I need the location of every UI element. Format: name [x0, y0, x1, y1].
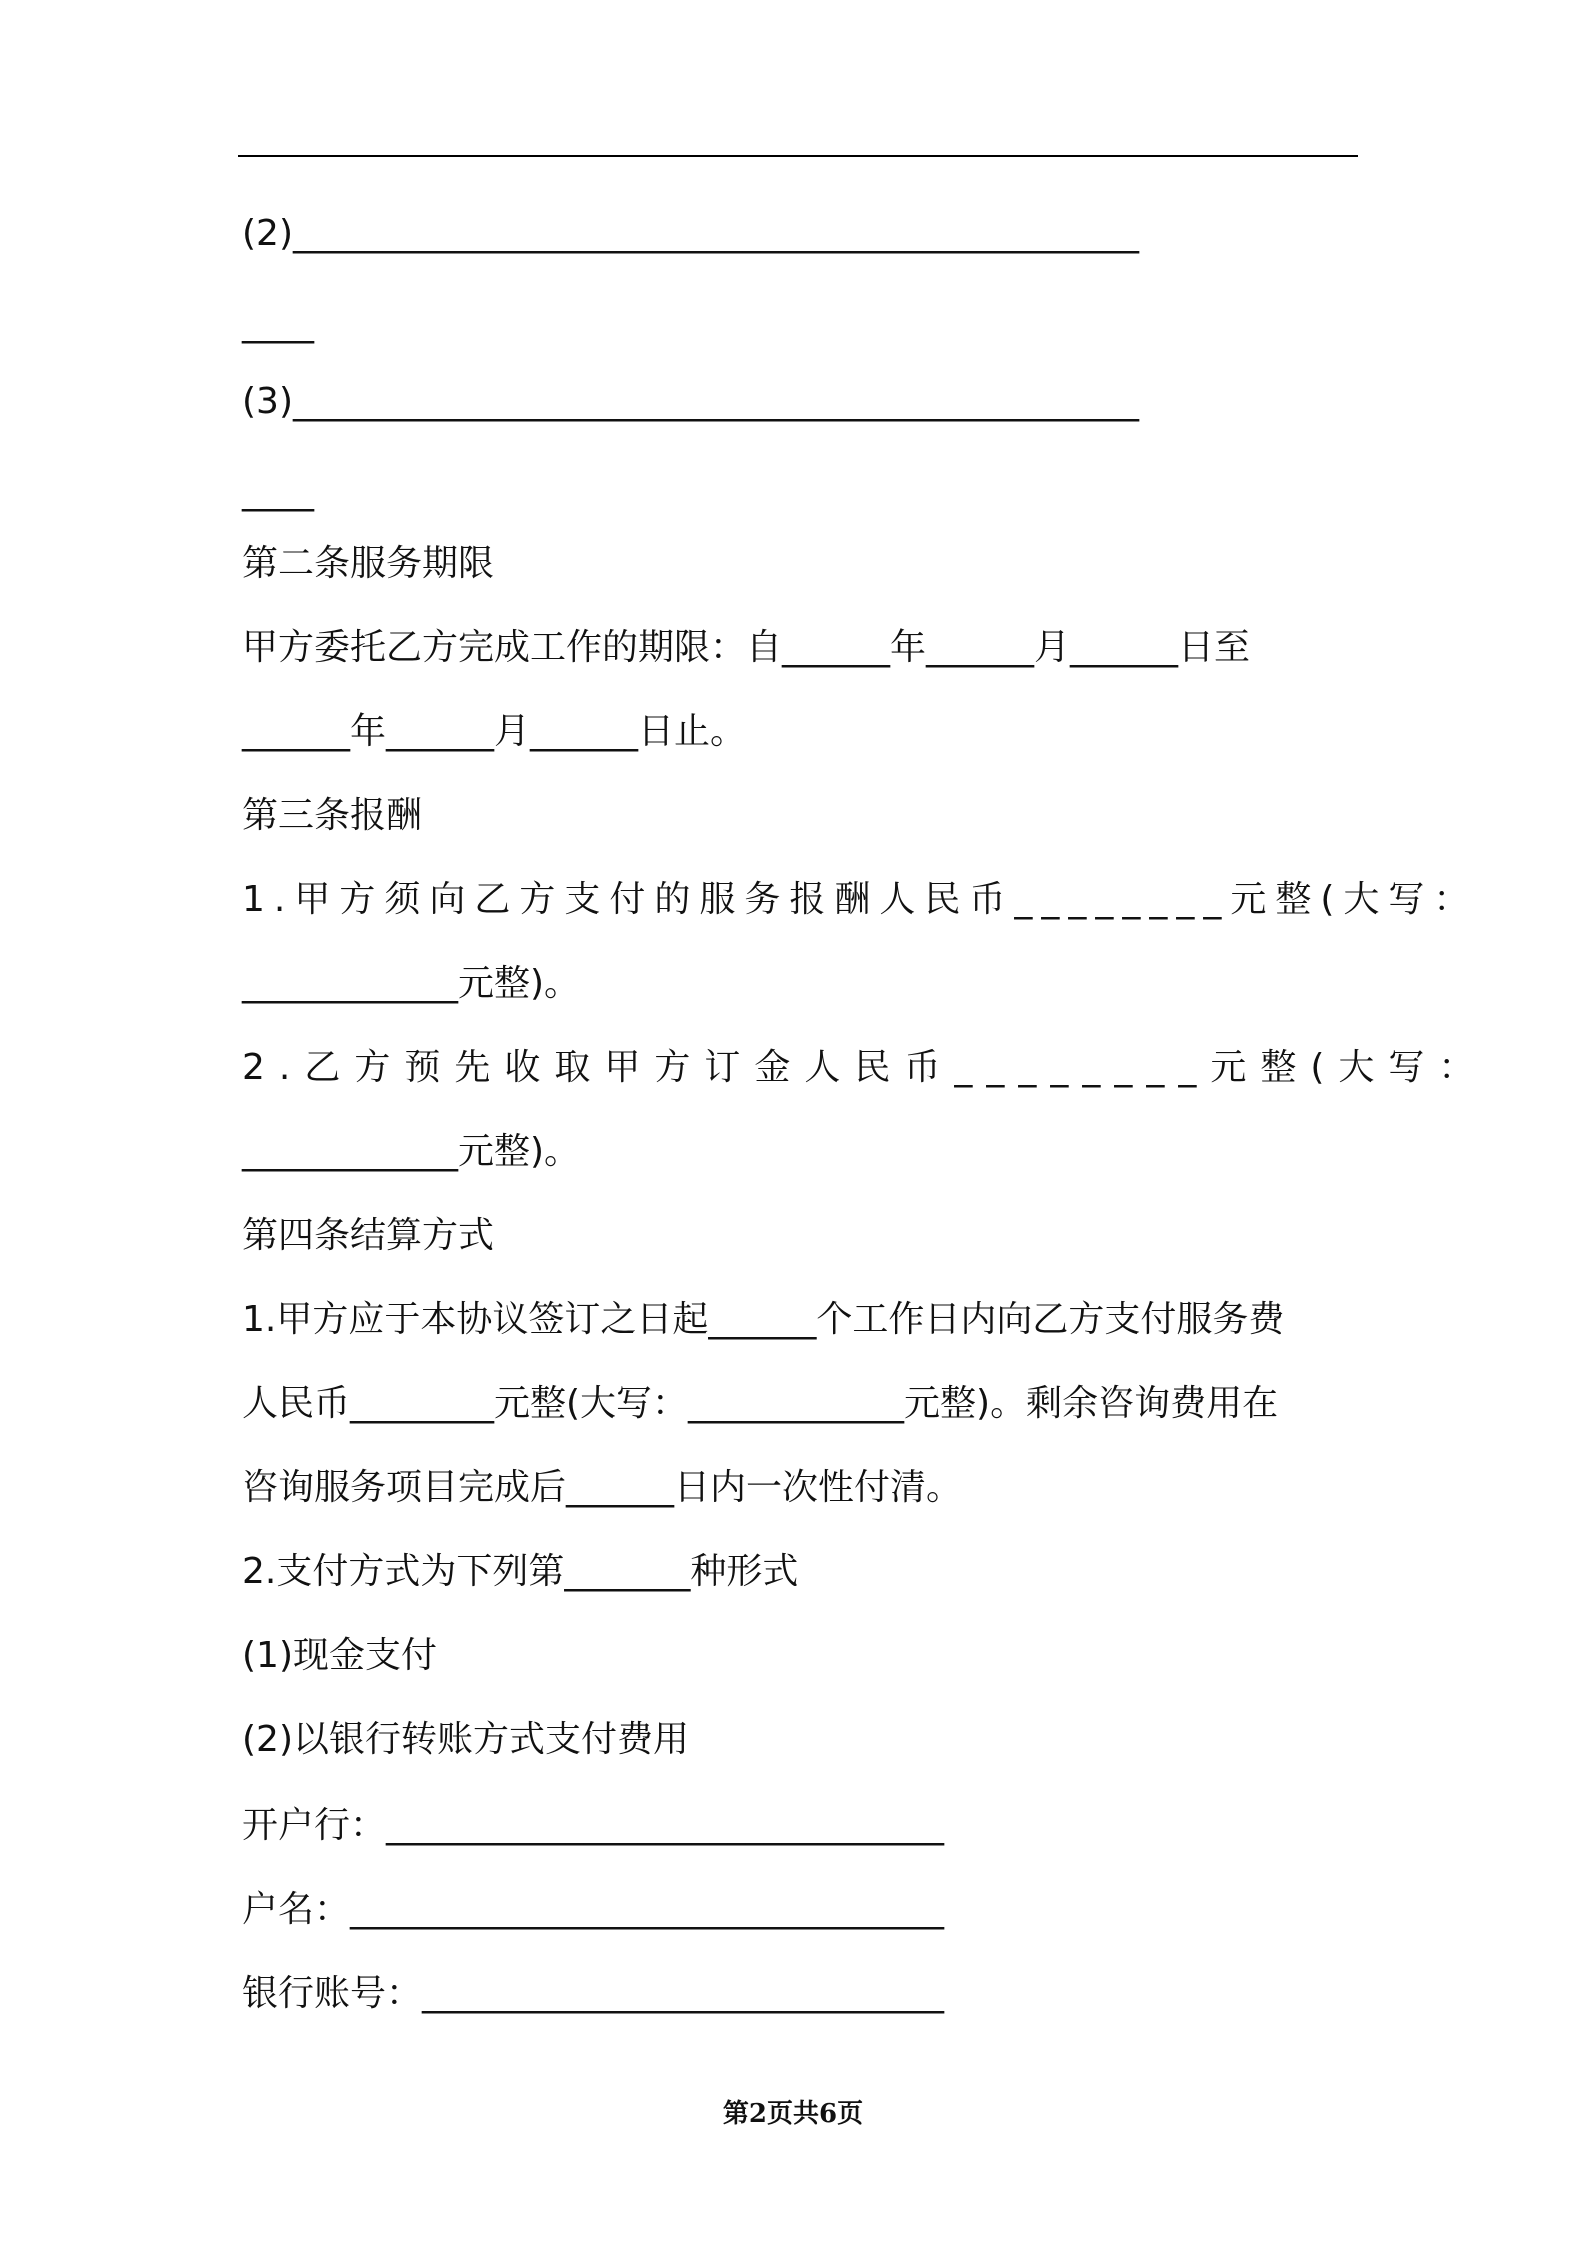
article-3-heading: 第三条报酬 [242, 795, 423, 836]
clause-item-3-blank-cont: ____ [242, 471, 314, 512]
article-4-heading: 第四条结算方式 [242, 1215, 495, 1256]
account-number-field: 银行账号：_____________________________ [242, 1973, 945, 2014]
header-rule [238, 155, 1358, 157]
settlement-item-1: 1.甲方应于本协议签订之日起______个工作日内向乙方支付服务费 [242, 1299, 1285, 1340]
clause-item-3-blank: (3)_______________________________________________ [242, 381, 1139, 422]
remuneration-item-2-cont: ____________元整)。 [242, 1131, 581, 1172]
service-period-text: 甲方委托乙方完成工作的期限：自______年______月______日至 [242, 627, 1251, 668]
remuneration-item-1: 1.甲方须向乙方支付的服务报酬人民币________元整(大写： [242, 879, 1479, 920]
settlement-item-1-cont: 人民币________元整(大写：____________元整)。剩余咨询费用在 [242, 1383, 1279, 1424]
service-period-text-cont: ______年______月______日止。 [242, 711, 747, 752]
clause-item-2-blank: (2)_______________________________________________ [242, 213, 1139, 254]
account-name-field: 户名：_________________________________ [242, 1889, 945, 1930]
clause-item-2-blank-cont: ____ [242, 303, 314, 344]
settlement-item-2: 2.支付方式为下列第_______种形式 [242, 1551, 799, 1592]
article-2-heading: 第二条服务期限 [242, 543, 495, 584]
payment-option-cash: (1)现金支付 [242, 1635, 437, 1676]
page-number: 第2页共6页 [722, 2099, 864, 2129]
bank-name-field: 开户行：_______________________________ [242, 1805, 945, 1846]
payment-option-transfer: (2)以银行转账方式支付费用 [242, 1719, 689, 1760]
remuneration-item-1-cont: ____________元整)。 [242, 963, 581, 1004]
settlement-item-1-cont2: 咨询服务项目完成后______日内一次性付清。 [242, 1467, 963, 1508]
remuneration-item-2: 2.乙方预先收取甲方订金人民币________元整(大写： [242, 1047, 1489, 1088]
